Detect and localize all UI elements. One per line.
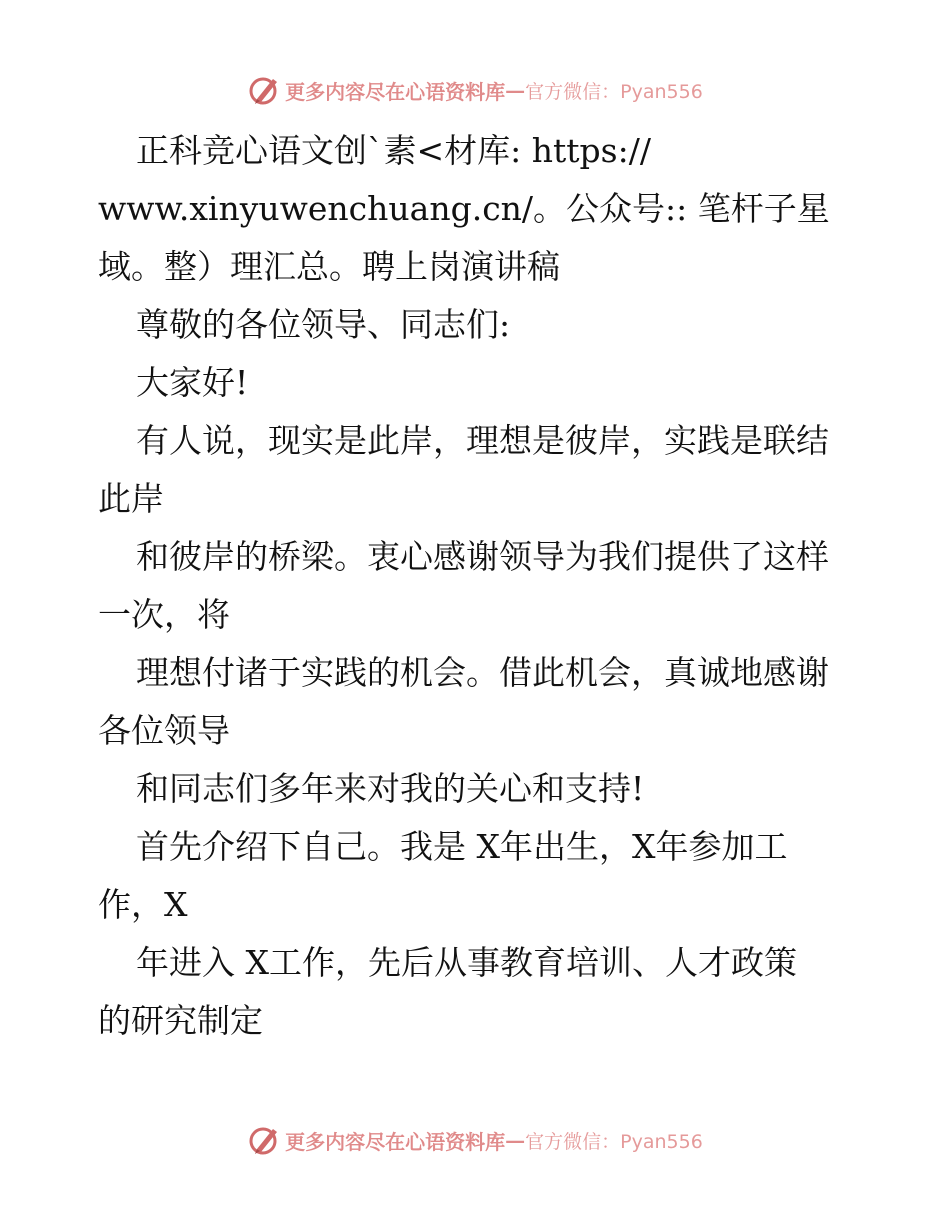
header-watermark	[0, 70, 950, 110]
text-line: 作，X	[98, 885, 188, 924]
watermark-main-text: 更多内容尽在心语资料库	[285, 1129, 506, 1154]
pen-logo-icon	[247, 1123, 281, 1157]
text-line: 和同志们多年来对我的关心和支持!	[136, 769, 645, 808]
text-line: 的研究制定	[98, 1001, 263, 1040]
text-line: 首先介绍下自己。我是 X年出生，X年参加工	[136, 827, 788, 866]
text-line: 域。整）理汇总。聘上岗演讲稿	[98, 247, 560, 286]
text-line: 此岸	[98, 479, 164, 518]
text-line: 年进入 X工作，先后从事教育培训、人才政策	[136, 943, 797, 982]
watermark-dash: —	[505, 1128, 526, 1152]
watermark-main-text: 更多内容尽在心语资料库	[285, 79, 506, 104]
text-line: 尊敬的各位领导、同志们:	[136, 305, 511, 344]
watermark-dash: —	[505, 78, 526, 102]
text-line: www.xinyuwenchuang.cn/。公众号:: 笔杆子星	[98, 189, 830, 228]
document-body	[98, 122, 858, 1050]
watermark-sub-text: 官方微信：Pyan556	[525, 80, 703, 103]
pen-logo-icon	[247, 73, 281, 107]
watermark-sub-text: 官方微信：Pyan556	[525, 1130, 703, 1153]
text-line: 各位领导	[98, 711, 230, 750]
text-line: 理想付诸于实践的机会。借此机会，真诚地感谢	[136, 653, 829, 692]
footer-watermark	[0, 1120, 950, 1160]
text-line: 正科竞心语文创`素<材库: https://	[136, 131, 651, 170]
text-line: 大家好!	[136, 363, 249, 402]
text-line: 和彼岸的桥梁。衷心感谢领导为我们提供了这样	[136, 537, 829, 576]
text-line: 一次，将	[98, 595, 230, 634]
text-line: 有人说，现实是此岸，理想是彼岸，实践是联结	[136, 421, 829, 460]
